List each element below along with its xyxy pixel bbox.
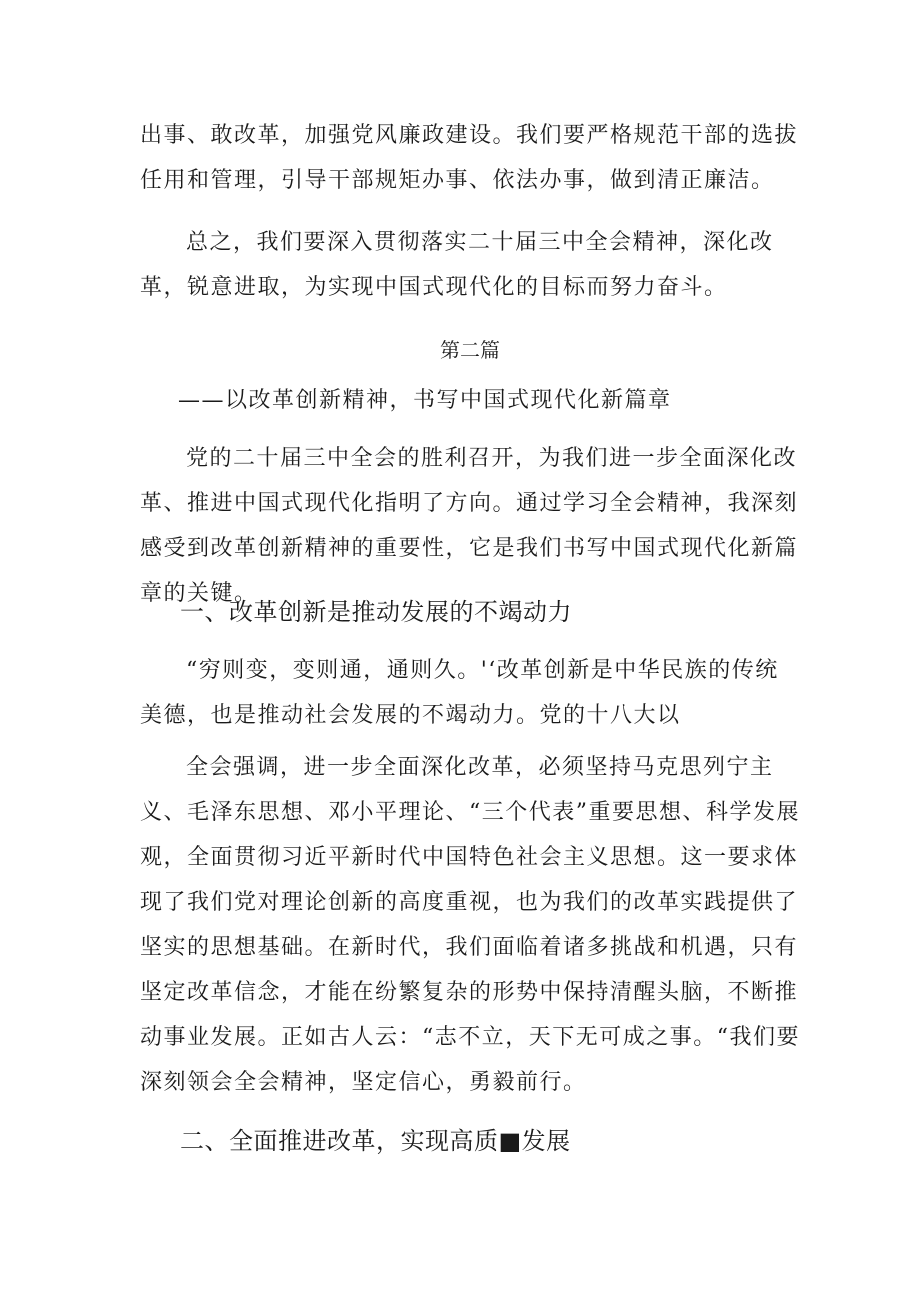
heading-2: 二、全面推进改革，实现高质■发展 xyxy=(180,1127,571,1155)
heading-1: 一、改革创新是推动发展的不竭动力 xyxy=(180,598,572,626)
section-subtitle: ——以改革创新精神，书写中国式现代化新篇章 xyxy=(178,388,672,413)
paragraph-5: 全会强调，进一步全面深化改革，必须坚持马克思列宁主义、毛泽东思想、邓小平理论、“三个代表”重要思想、科学发展观，全面贯彻习近平新时代中国特色社会主义思想。这一要求体现了我们党对理论创新的高度重视，也为我们的改革实践提供了坚实的思想基础。在新时代，我们面临着诸多挑战和机遇，只有坚定改革信念，才能在纷繁复杂的形势中保持清醒头脑，不断推动事业发展。正如古人云：“志不立，天下无可成之事。“我们要深刻领会全会精神，坚定信心，勇毅前行。 xyxy=(140,755,800,1095)
paragraph-4: “穷则变，变则通，通则久。'‘改革创新是中华民族的传统美德，也是推动社会发展的不竭动力。党的十八大以 xyxy=(140,658,779,728)
paragraph-2: 总之，我们要深入贯彻落实二十届三中全会精神，深化改革，锐意进取，为实现中国式现代化的目标而努力奋斗。 xyxy=(140,230,774,300)
paragraph-3: 党的二十届三中全会的胜利召开，为我们进一步全面深化改革、推进中国式现代化指明了方向。通过学习全会精神，我深刻感受到改革创新精神的重要性，它是我们书写中国式现代化新篇章的关键。 xyxy=(140,446,799,606)
paragraph-1: 出事、敢改革，加强党风廉政建设。我们要严格规范干部的选拔任用和管理，引导干部规矩办事、依法办事，做到清正廉洁。 xyxy=(140,123,799,193)
section-title: 第二篇 xyxy=(440,338,500,362)
